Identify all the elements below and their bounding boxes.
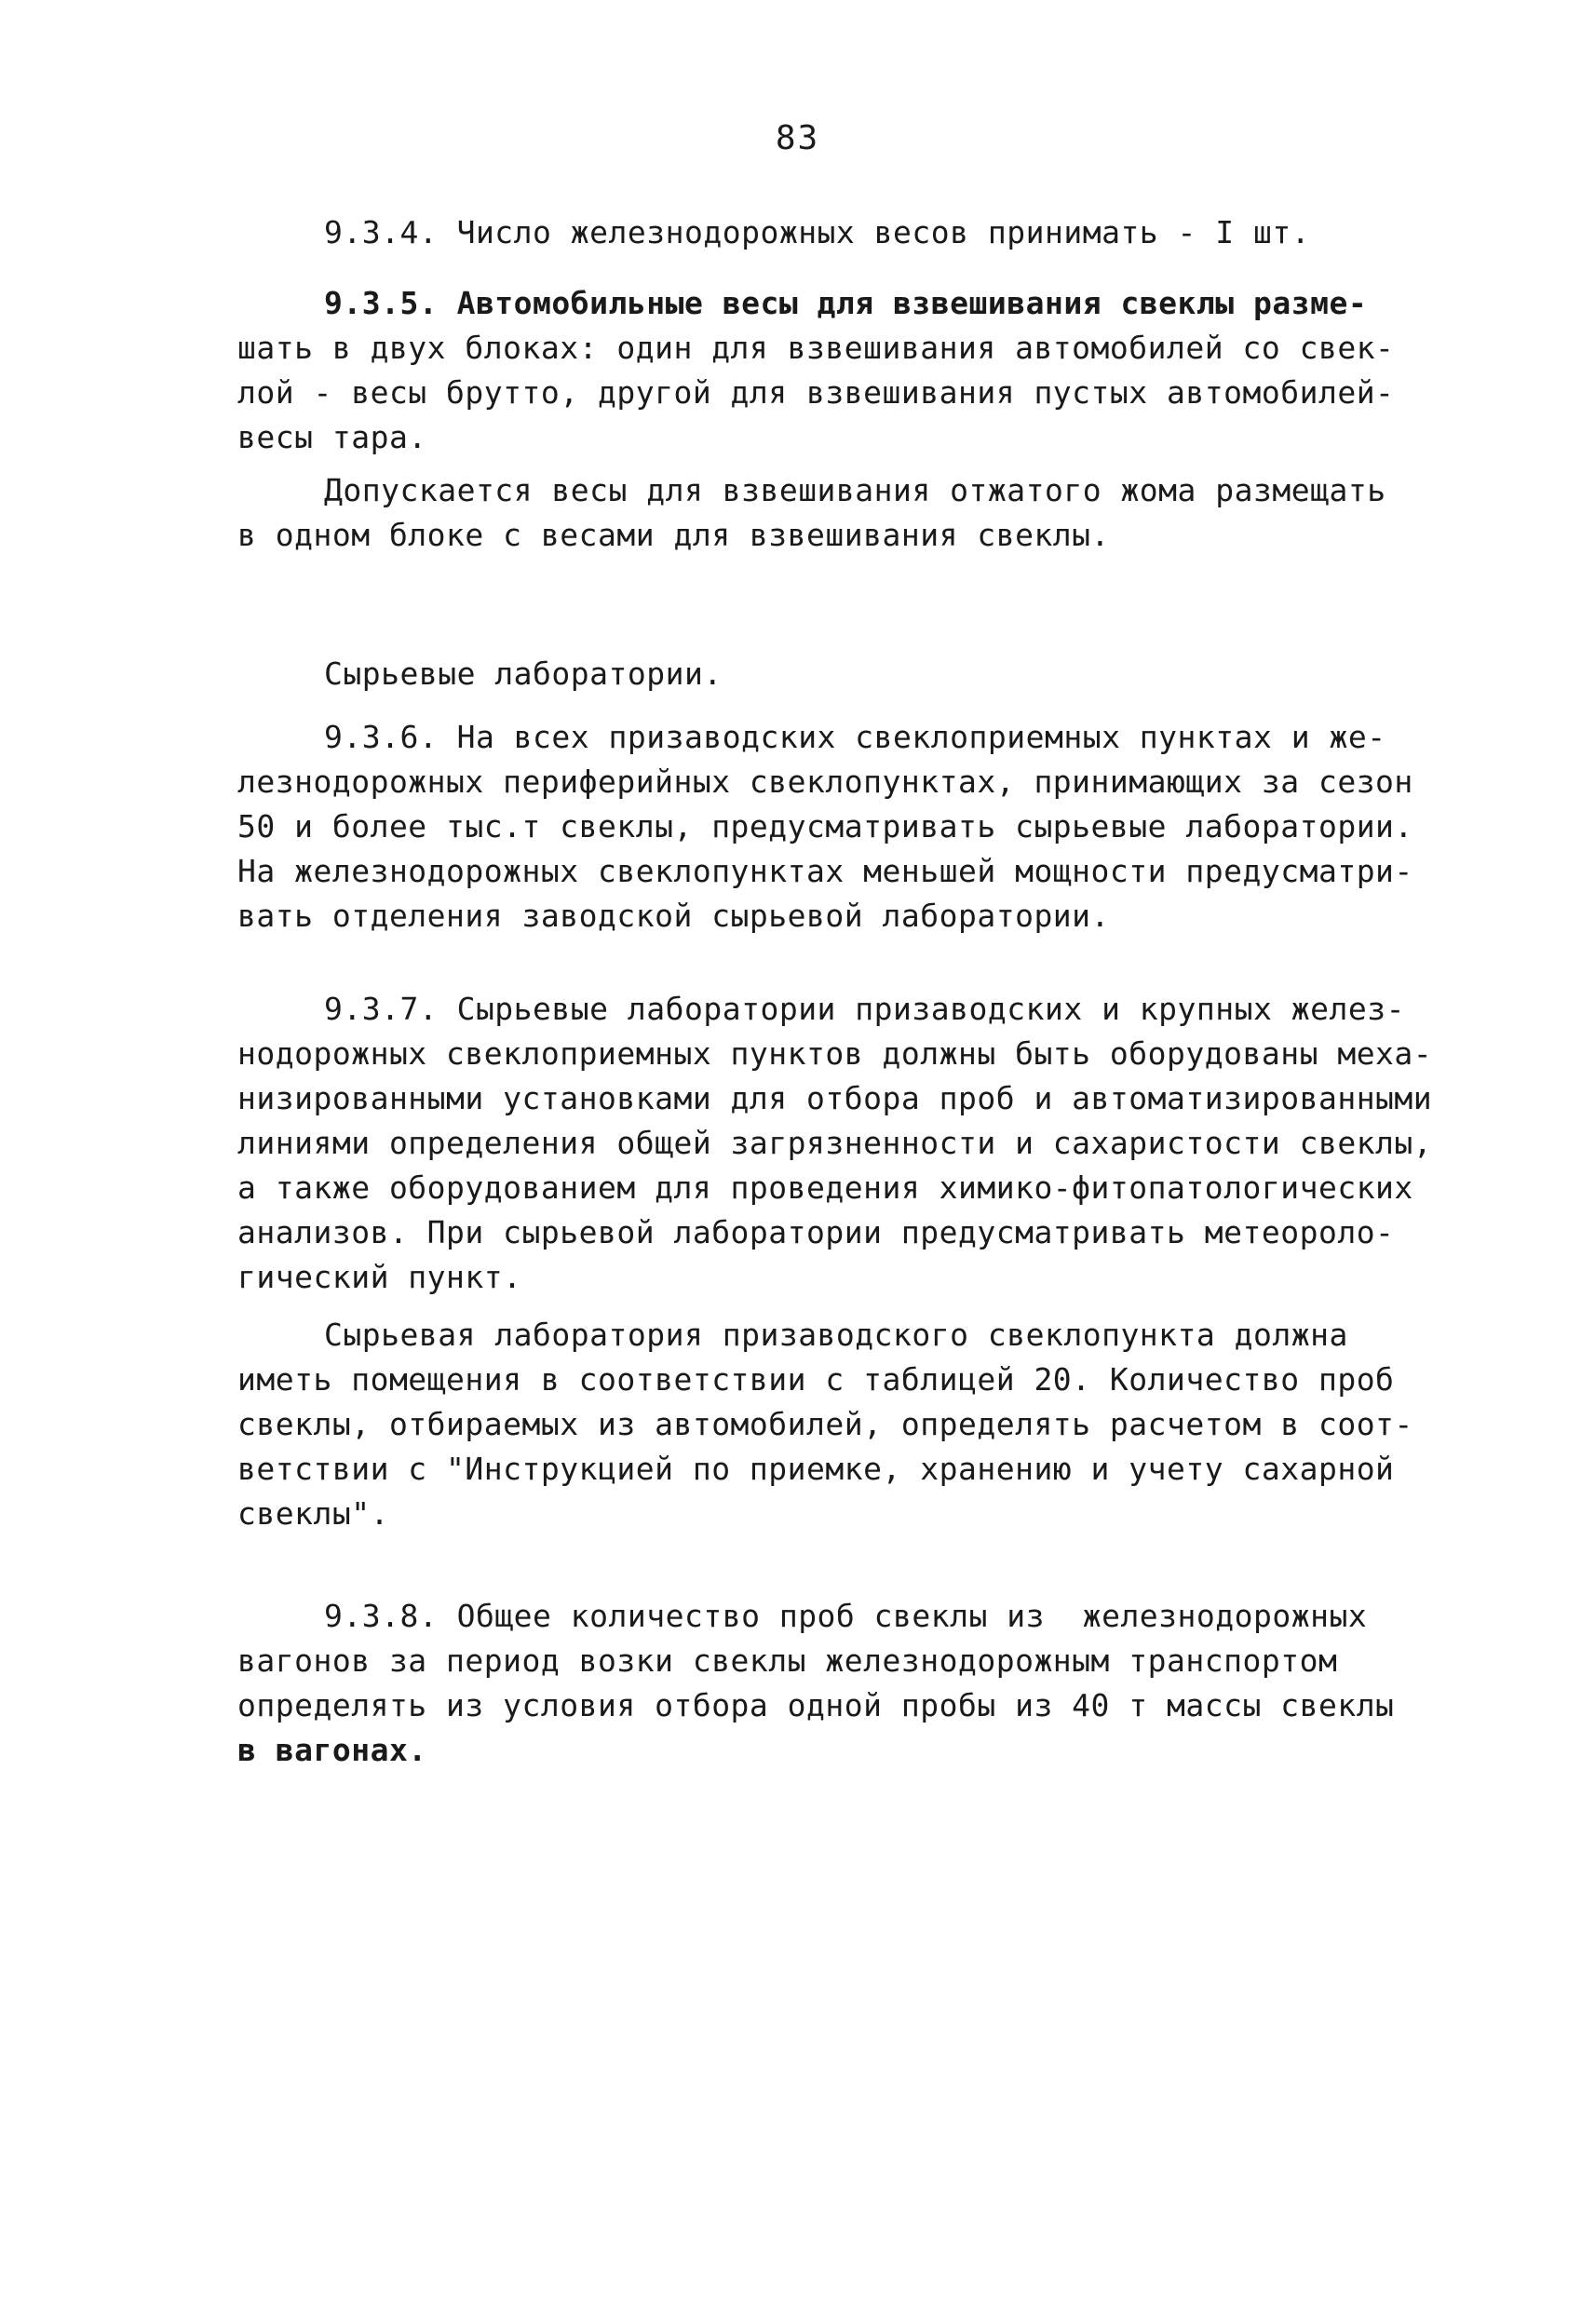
paragraph-9-3-6-line-3: 50 и более тыс.т свеклы, предусматривать сырьевые лаборатории.	[237, 808, 1413, 844]
paragraph-9-3-8-line-3: определять из условия отбора одной пробы из 40 т массы свеклы	[237, 1687, 1395, 1723]
paragraph-9-3-6-line-4: На железнодорожных свеклопунктах меньшей мощности предусматри-	[237, 853, 1413, 889]
page-number: 83	[775, 119, 820, 157]
paragraph-9-3-5-line-4: весы тара.	[237, 419, 427, 455]
paragraph-9-3-6-line-2: лезнодорожных периферийных свеклопунктах, принимающих за сезон	[237, 763, 1413, 800]
paragraph-9-3-8-line-4: в вагонах.	[237, 1732, 427, 1768]
paragraph-9-3-5-line-2: шать в двух блоках: один для взвешивания автомобилей со свек-	[237, 330, 1395, 366]
paragraph-9-3-5-note-line-1: Допускается весы для взвешивания отжатого жома размещать	[324, 472, 1386, 508]
paragraph-9-3-7-line-4: линиями определения общей загрязненности и сахаристости свеклы,	[237, 1125, 1433, 1161]
paragraph-9-3-7-note-line-3: свеклы, отбираемых из автомобилей, определять расчетом в соот-	[237, 1406, 1413, 1442]
paragraph-9-3-5-line-3: лой - весы брутто, другой для взвешивания пустых автомобилей-	[237, 374, 1395, 411]
paragraph-9-3-6-line-1: 9.3.6. На всех призаводских свеклоприемных пунктах и же-	[324, 719, 1386, 755]
paragraph-9-3-8-line-2: вагонов за период возки свеклы железнодорожным транспортом	[237, 1642, 1338, 1679]
paragraph-9-3-7-line-7: гический пункт.	[237, 1259, 522, 1295]
paragraph-9-3-7-note-line-1: Сырьевая лаборатория призаводского свеклопункта должна	[324, 1317, 1348, 1353]
paragraph-9-3-7-line-1: 9.3.7. Сырьевые лаборатории призаводских и крупных желез-	[324, 991, 1405, 1027]
paragraph-9-3-7-line-2: нодорожных свеклоприемных пунктов должны быть оборудованы меха-	[237, 1035, 1433, 1072]
paragraph-9-3-7-note-line-5: свеклы".	[237, 1495, 389, 1532]
paragraph-9-3-6-line-5: вать отделения заводской сырьевой лаборатории.	[237, 898, 1110, 934]
paragraph-9-3-8-line-1: 9.3.8. Общее количество проб свеклы из железнодорожных	[324, 1598, 1368, 1634]
paragraph-9-3-7-note-line-2: иметь помещения в соответствии с таблицей 20. Количество проб	[237, 1361, 1395, 1398]
paragraph-9-3-5-note-line-2: в одном блоке с весами для взвешивания свеклы.	[237, 517, 1110, 553]
paragraph-9-3-7-line-3: низированными установками для отбора проб и автоматизированными	[237, 1080, 1433, 1116]
paragraph-9-3-7-note-line-4: ветствии с "Инструкцией по приемке, хранению и учету сахарной	[237, 1451, 1395, 1487]
paragraph-9-3-7-line-6: анализов. При сырьевой лаборатории предусматривать метеороло-	[237, 1214, 1395, 1250]
section-heading-raw-labs: Сырьевые лаборатории.	[324, 655, 723, 692]
paragraph-9-3-4-line-1: 9.3.4. Число железнодорожных весов принимать - I шт.	[324, 214, 1311, 250]
paragraph-9-3-5-line-1: 9.3.5. Автомобильные весы для взвешивания свеклы разме-	[324, 285, 1368, 321]
paragraph-9-3-7-line-5: а также оборудованием для проведения химико-фитопатологических	[237, 1169, 1413, 1206]
